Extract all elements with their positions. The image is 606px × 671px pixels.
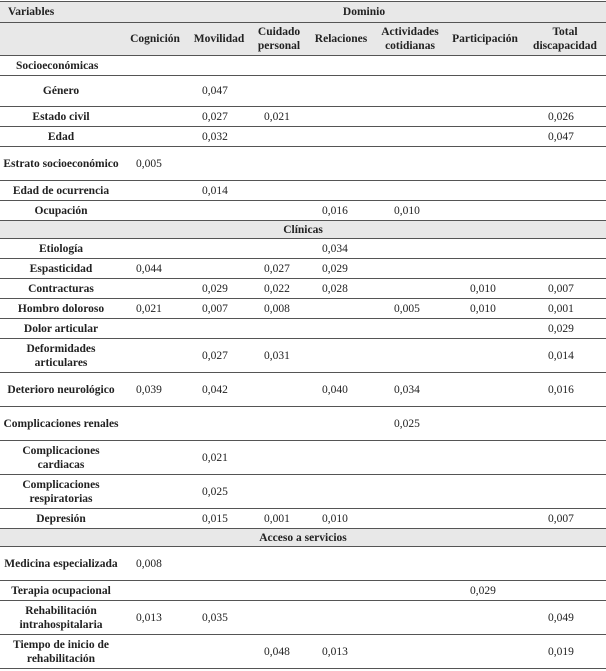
value-cell [250, 601, 308, 635]
value-cell [188, 147, 250, 181]
section-row [0, 221, 606, 239]
value-cell [188, 259, 250, 279]
value-cell [308, 76, 374, 107]
value-cell [446, 441, 524, 475]
value-cell: 0,021 [122, 299, 188, 319]
value-cell [446, 76, 524, 107]
value-cell [122, 181, 188, 201]
value-cell: 0,022 [250, 279, 308, 299]
value-cell [250, 201, 308, 221]
value-cell: 0,021 [250, 107, 308, 127]
value-cell [308, 107, 374, 127]
value-cell [122, 441, 188, 475]
table-row [0, 407, 606, 441]
value-cell [374, 635, 446, 669]
value-cell [374, 147, 446, 181]
value-cell [250, 547, 308, 581]
value-cell [308, 319, 374, 339]
value-cell: 0,027 [250, 259, 308, 279]
value-cell: 0,029 [524, 319, 606, 339]
value-cell [188, 547, 250, 581]
column-header-row [0, 23, 606, 56]
header-row-top [0, 2, 606, 23]
value-cell [524, 239, 606, 259]
value-cell [122, 127, 188, 147]
value-cell: 0,014 [524, 339, 606, 373]
table-row [0, 475, 606, 509]
value-cell [446, 239, 524, 259]
value-cell [308, 547, 374, 581]
value-cell: 0,042 [188, 373, 250, 407]
value-cell [250, 373, 308, 407]
value-cell: 0,029 [188, 279, 250, 299]
variable-label: Estrato socioeconómico [0, 147, 122, 181]
value-cell [122, 279, 188, 299]
value-cell [524, 147, 606, 181]
value-cell [308, 339, 374, 373]
value-cell [250, 407, 308, 441]
value-cell [250, 127, 308, 147]
table-row [0, 239, 606, 259]
table-row [0, 127, 606, 147]
value-cell: 0,032 [188, 127, 250, 147]
value-cell [524, 547, 606, 581]
value-cell [446, 509, 524, 529]
value-cell: 0,008 [250, 299, 308, 319]
value-cell [446, 107, 524, 127]
value-cell: 0,039 [122, 373, 188, 407]
variable-label: Dolor articular [0, 319, 122, 339]
value-cell [374, 509, 446, 529]
column-header: Cognición [122, 23, 188, 56]
table-row [0, 299, 606, 319]
value-cell [374, 441, 446, 475]
table-row [0, 259, 606, 279]
table-row [0, 509, 606, 529]
table-row [0, 547, 606, 581]
table-row [0, 181, 606, 201]
value-cell: 0,014 [188, 181, 250, 201]
value-cell [446, 547, 524, 581]
value-cell: 0,015 [188, 509, 250, 529]
value-cell [374, 107, 446, 127]
value-cell: 0,008 [122, 547, 188, 581]
value-cell [308, 181, 374, 201]
value-cell: 0,049 [524, 601, 606, 635]
value-cell: 0,025 [188, 475, 250, 509]
value-cell [446, 127, 524, 147]
table-row [0, 279, 606, 299]
table-row [0, 581, 606, 601]
value-cell [446, 373, 524, 407]
value-cell [308, 127, 374, 147]
value-cell [446, 147, 524, 181]
value-cell: 0,044 [122, 259, 188, 279]
variable-label: Estado civil [0, 107, 122, 127]
value-cell [374, 181, 446, 201]
value-cell: 0,047 [188, 76, 250, 107]
value-cell [308, 147, 374, 181]
value-cell [250, 475, 308, 509]
value-cell: 0,026 [524, 107, 606, 127]
value-cell: 0,047 [524, 127, 606, 147]
table-row [0, 373, 606, 407]
value-cell [374, 259, 446, 279]
value-cell [122, 509, 188, 529]
table-row [0, 635, 606, 669]
value-cell: 0,021 [188, 441, 250, 475]
value-cell [250, 319, 308, 339]
variable-label: Depresión [0, 509, 122, 529]
value-cell [122, 407, 188, 441]
variables-header: Variables [0, 2, 122, 23]
value-cell [446, 601, 524, 635]
value-cell: 0,007 [188, 299, 250, 319]
value-cell [122, 239, 188, 259]
variable-label: Terapia ocupacional [0, 581, 122, 601]
value-cell [446, 319, 524, 339]
value-cell [188, 581, 250, 601]
value-cell [122, 635, 188, 669]
section-title: Acceso a servicios [0, 529, 606, 547]
variable-label: Espasticidad [0, 259, 122, 279]
value-cell: 0,025 [374, 407, 446, 441]
table-row [0, 107, 606, 127]
column-header: Total discapacidad [524, 23, 606, 56]
value-cell [374, 339, 446, 373]
section-row [0, 56, 606, 76]
value-cell [446, 407, 524, 441]
value-cell [122, 319, 188, 339]
column-header: Actividades cotidianas [374, 23, 446, 56]
value-cell [524, 581, 606, 601]
value-cell [122, 201, 188, 221]
table-row [0, 339, 606, 373]
section-title: Clínicas [0, 221, 606, 239]
value-cell [374, 127, 446, 147]
value-cell [122, 581, 188, 601]
value-cell: 0,010 [446, 279, 524, 299]
value-cell [188, 635, 250, 669]
results-table [0, 1, 606, 669]
variable-label: Hombro doloroso [0, 299, 122, 319]
value-cell: 0,013 [122, 601, 188, 635]
value-cell [188, 319, 250, 339]
table-row [0, 76, 606, 107]
variable-label: Deformidades articulares [0, 339, 122, 373]
variable-label: Complicaciones cardiacas [0, 441, 122, 475]
section-title: Socioeconómicas [0, 56, 606, 76]
column-header: Relaciones [308, 23, 374, 56]
table-row [0, 319, 606, 339]
value-cell: 0,029 [308, 259, 374, 279]
value-cell: 0,031 [250, 339, 308, 373]
value-cell [308, 407, 374, 441]
value-cell [250, 76, 308, 107]
value-cell [446, 635, 524, 669]
value-cell: 0,028 [308, 279, 374, 299]
section-row [0, 529, 606, 547]
value-cell [250, 441, 308, 475]
value-cell [374, 76, 446, 107]
value-cell [374, 279, 446, 299]
value-cell [446, 259, 524, 279]
value-cell [308, 441, 374, 475]
variable-label: Edad de ocurrencia [0, 181, 122, 201]
value-cell [250, 239, 308, 259]
value-cell [122, 339, 188, 373]
table-row [0, 441, 606, 475]
value-cell [374, 239, 446, 259]
value-cell: 0,016 [308, 201, 374, 221]
column-header: Participación [446, 23, 524, 56]
variable-label: Contracturas [0, 279, 122, 299]
table-row [0, 201, 606, 221]
value-cell [446, 475, 524, 509]
value-cell [308, 581, 374, 601]
value-cell [524, 259, 606, 279]
variable-label: Edad [0, 127, 122, 147]
table-row [0, 147, 606, 181]
value-cell [250, 581, 308, 601]
value-cell: 0,035 [188, 601, 250, 635]
value-cell [188, 239, 250, 259]
variable-label: Etiología [0, 239, 122, 259]
variable-label: Complicaciones renales [0, 407, 122, 441]
value-cell [524, 181, 606, 201]
variable-label: Tiempo de inicio de rehabilitación [0, 635, 122, 669]
value-cell: 0,010 [308, 509, 374, 529]
value-cell [524, 76, 606, 107]
value-cell: 0,005 [374, 299, 446, 319]
variable-label: Rehabilitación intrahospitalaria [0, 601, 122, 635]
variable-label: Ocupación [0, 201, 122, 221]
value-cell [524, 441, 606, 475]
value-cell: 0,027 [188, 107, 250, 127]
value-cell [122, 475, 188, 509]
value-cell [250, 181, 308, 201]
value-cell [374, 319, 446, 339]
value-cell [308, 601, 374, 635]
value-cell: 0,034 [308, 239, 374, 259]
value-cell [374, 581, 446, 601]
value-cell [524, 201, 606, 221]
value-cell [374, 475, 446, 509]
value-cell: 0,010 [374, 201, 446, 221]
value-cell: 0,013 [308, 635, 374, 669]
value-cell [122, 76, 188, 107]
value-cell: 0,007 [524, 509, 606, 529]
value-cell [250, 147, 308, 181]
value-cell: 0,005 [122, 147, 188, 181]
table-row [0, 601, 606, 635]
domain-header: Dominio [122, 2, 606, 23]
variable-label: Deterioro neurológico [0, 373, 122, 407]
value-cell: 0,001 [524, 299, 606, 319]
value-cell: 0,010 [446, 299, 524, 319]
column-header: Cuidado personal [250, 23, 308, 56]
value-cell: 0,027 [188, 339, 250, 373]
value-cell [374, 547, 446, 581]
value-cell [122, 107, 188, 127]
value-cell: 0,048 [250, 635, 308, 669]
value-cell [446, 201, 524, 221]
value-cell [524, 407, 606, 441]
value-cell [188, 407, 250, 441]
value-cell [446, 181, 524, 201]
value-cell: 0,040 [308, 373, 374, 407]
value-cell: 0,034 [374, 373, 446, 407]
value-cell: 0,007 [524, 279, 606, 299]
value-cell: 0,016 [524, 373, 606, 407]
value-cell [524, 475, 606, 509]
value-cell: 0,001 [250, 509, 308, 529]
empty-header-cell [0, 23, 122, 56]
value-cell [374, 601, 446, 635]
variable-label: Medicina especializada [0, 547, 122, 581]
value-cell [188, 201, 250, 221]
value-cell [308, 475, 374, 509]
variable-label: Complicaciones respiratorias [0, 475, 122, 509]
value-cell: 0,029 [446, 581, 524, 601]
value-cell [446, 339, 524, 373]
value-cell: 0,019 [524, 635, 606, 669]
column-header: Movilidad [188, 23, 250, 56]
value-cell [308, 299, 374, 319]
variable-label: Género [0, 76, 122, 107]
